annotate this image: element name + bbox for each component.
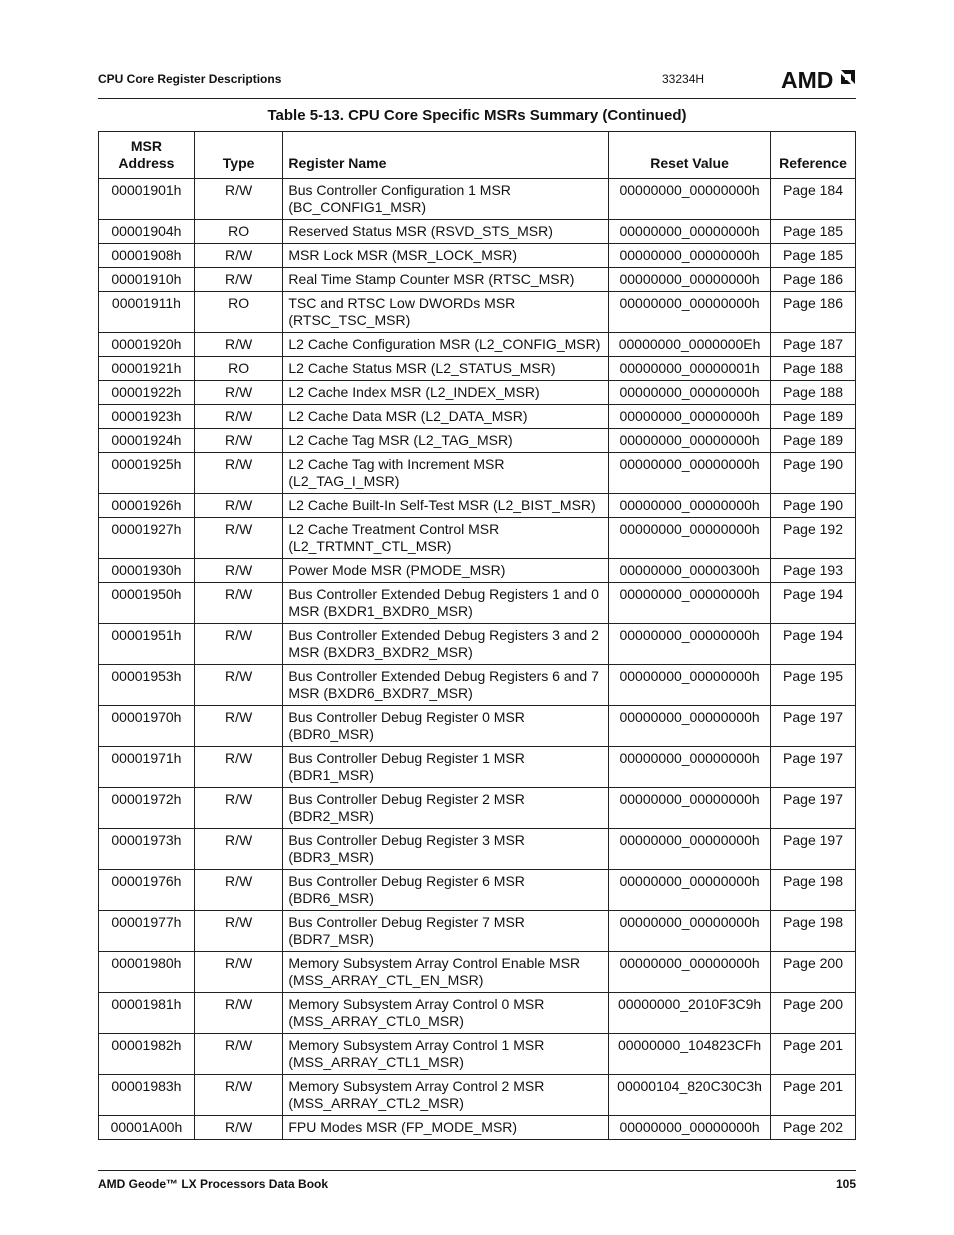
table-row (99, 494, 856, 518)
register-name-cell: Bus Controller Debug Register 0 MSR (BDR0_MSR) (283, 706, 609, 747)
table-row (99, 993, 856, 1034)
register-name-cell: L2 Cache Configuration MSR (L2_CONFIG_MSR) (283, 333, 609, 357)
reference-cell: Page 197 (771, 788, 856, 829)
reference-cell: Page 188 (771, 357, 856, 381)
column-header-reference: Reference (771, 132, 856, 179)
table-row (99, 747, 856, 788)
reset-value-cell: 00000000_00000000h (609, 494, 771, 518)
reset-value-cell: 00000000_00000000h (609, 829, 771, 870)
table-title: Table 5-13. CPU Core Specific MSRs Summary (Continued) (267, 107, 687, 124)
table-row (99, 405, 856, 429)
amd-logo-icon (781, 66, 857, 92)
reset-value-cell: 00000000_104823CFh (609, 1034, 771, 1075)
msr-address-cell: 00001911h (99, 292, 195, 333)
page-number: 105 (835, 1177, 856, 1191)
reset-value-cell: 00000000_00000000h (609, 244, 771, 268)
type-cell: RO (194, 357, 283, 381)
msr-address-cell: 00001922h (99, 381, 195, 405)
register-name-cell: FPU Modes MSR (FP_MODE_MSR) (283, 1116, 609, 1140)
register-name-cell: L2 Cache Tag with Increment MSR (L2_TAG_I_MSR) (283, 453, 609, 494)
table-row (99, 333, 856, 357)
reset-value-cell: 00000000_00000000h (609, 624, 771, 665)
reference-cell: Page 186 (771, 268, 856, 292)
msr-address-cell: 00001971h (99, 747, 195, 788)
table-row (99, 453, 856, 494)
register-name-cell: L2 Cache Tag MSR (L2_TAG_MSR) (283, 429, 609, 453)
reset-value-cell: 00000000_00000001h (609, 357, 771, 381)
register-name-cell: L2 Cache Built-In Self-Test MSR (L2_BIST_MSR) (283, 494, 609, 518)
table-row (99, 220, 856, 244)
column-header-type: Type (194, 132, 283, 179)
reference-cell: Page 197 (771, 706, 856, 747)
type-cell: R/W (194, 583, 283, 624)
msr-address-cell: 00001925h (99, 453, 195, 494)
section-title: CPU Core Register Descriptions (98, 72, 282, 86)
type-cell: R/W (194, 1075, 283, 1116)
reference-cell: Page 198 (771, 870, 856, 911)
table-row (99, 583, 856, 624)
table-row (99, 357, 856, 381)
table-row (99, 179, 856, 220)
reference-cell: Page 188 (771, 381, 856, 405)
page-footer (98, 1170, 856, 1191)
type-cell: R/W (194, 518, 283, 559)
type-cell: R/W (194, 1116, 283, 1140)
reference-cell: Page 190 (771, 494, 856, 518)
msr-address-cell: 00001901h (99, 179, 195, 220)
type-cell: R/W (194, 747, 283, 788)
register-name-cell: Bus Controller Debug Register 2 MSR (BDR2_MSR) (283, 788, 609, 829)
register-name-cell: Bus Controller Debug Register 7 MSR (BDR7_MSR) (283, 911, 609, 952)
table-row (99, 1116, 856, 1140)
table-row (99, 870, 856, 911)
msr-address-cell: 00001908h (99, 244, 195, 268)
type-cell: R/W (194, 244, 283, 268)
msr-address-cell: 00001970h (99, 706, 195, 747)
register-name-cell: Bus Controller Configuration 1 MSR (BC_CONFIG1_MSR) (283, 179, 609, 220)
register-name-cell: Memory Subsystem Array Control 2 MSR (MSS_ARRAY_CTL2_MSR) (283, 1075, 609, 1116)
reset-value-cell: 00000000_00000000h (609, 952, 771, 993)
type-cell: R/W (194, 268, 283, 292)
reset-value-cell: 00000000_00000300h (609, 559, 771, 583)
table-body (99, 179, 856, 1140)
table-row (99, 665, 856, 706)
reset-value-cell: 00000000_00000000h (609, 788, 771, 829)
msr-address-cell: 00001927h (99, 518, 195, 559)
reference-cell: Page 201 (771, 1034, 856, 1075)
reset-value-cell: 00000000_00000000h (609, 1116, 771, 1140)
book-title: AMD Geode™ LX Processors Data Book (98, 1177, 329, 1191)
type-cell: R/W (194, 952, 283, 993)
reference-cell: Page 194 (771, 583, 856, 624)
reset-value-cell: 00000000_00000000h (609, 381, 771, 405)
type-cell: R/W (194, 665, 283, 706)
msr-address-cell: 00001972h (99, 788, 195, 829)
msr-summary-table (98, 131, 856, 1140)
type-cell: R/W (194, 333, 283, 357)
reference-cell: Page 189 (771, 405, 856, 429)
type-cell: R/W (194, 494, 283, 518)
register-name-cell: Reserved Status MSR (RSVD_STS_MSR) (283, 220, 609, 244)
reset-value-cell: 00000000_00000000h (609, 911, 771, 952)
reference-cell: Page 195 (771, 665, 856, 706)
msr-address-cell: 00001983h (99, 1075, 195, 1116)
reference-cell: Page 189 (771, 429, 856, 453)
reset-value-cell: 00000000_00000000h (609, 179, 771, 220)
msr-address-cell: 00001976h (99, 870, 195, 911)
msr-address-cell: 00001910h (99, 268, 195, 292)
type-cell: R/W (194, 429, 283, 453)
register-name-cell: L2 Cache Status MSR (L2_STATUS_MSR) (283, 357, 609, 381)
table-row (99, 292, 856, 333)
svg-text:AMD: AMD (781, 67, 834, 92)
reset-value-cell: 00000000_00000000h (609, 405, 771, 429)
page-header (98, 66, 856, 99)
register-name-cell: Bus Controller Debug Register 1 MSR (BDR1_MSR) (283, 747, 609, 788)
register-name-cell: Memory Subsystem Array Control 1 MSR (MSS_ARRAY_CTL1_MSR) (283, 1034, 609, 1075)
reference-cell: Page 194 (771, 624, 856, 665)
msr-address-cell: 00001981h (99, 993, 195, 1034)
reset-value-cell: 00000000_0000000Eh (609, 333, 771, 357)
register-name-cell: MSR Lock MSR (MSR_LOCK_MSR) (283, 244, 609, 268)
type-cell: R/W (194, 993, 283, 1034)
type-cell: R/W (194, 1034, 283, 1075)
reset-value-cell: 00000104_820C30C3h (609, 1075, 771, 1116)
register-name-cell: Memory Subsystem Array Control Enable MSR (MSS_ARRAY_CTL_EN_MSR) (283, 952, 609, 993)
reference-cell: Page 184 (771, 179, 856, 220)
type-cell: R/W (194, 179, 283, 220)
register-name-cell: Bus Controller Debug Register 6 MSR (BDR6_MSR) (283, 870, 609, 911)
table-row (99, 429, 856, 453)
table-row (99, 518, 856, 559)
reference-cell: Page 192 (771, 518, 856, 559)
msr-address-cell: 00001950h (99, 583, 195, 624)
msr-address-cell: 00001930h (99, 559, 195, 583)
reset-value-cell: 00000000_00000000h (609, 453, 771, 494)
table-row (99, 911, 856, 952)
type-cell: R/W (194, 405, 283, 429)
msr-address-cell: 00001982h (99, 1034, 195, 1075)
column-header-register-name: Register Name (283, 132, 609, 179)
reset-value-cell: 00000000_00000000h (609, 518, 771, 559)
table-row (99, 381, 856, 405)
reset-value-cell: 00000000_00000000h (609, 268, 771, 292)
reset-value-cell: 00000000_00000000h (609, 706, 771, 747)
table-row (99, 1034, 856, 1075)
reset-value-cell: 00000000_00000000h (609, 220, 771, 244)
msr-address-cell: 00001A00h (99, 1116, 195, 1140)
register-name-cell: Bus Controller Extended Debug Registers 3 and 2 MSR (BXDR3_BXDR2_MSR) (283, 624, 609, 665)
reset-value-cell: 00000000_00000000h (609, 747, 771, 788)
reference-cell: Page 197 (771, 829, 856, 870)
reset-value-cell: 00000000_00000000h (609, 292, 771, 333)
msr-address-cell: 00001953h (99, 665, 195, 706)
register-name-cell: Real Time Stamp Counter MSR (RTSC_MSR) (283, 268, 609, 292)
msr-address-cell: 00001926h (99, 494, 195, 518)
reset-value-cell: 00000000_00000000h (609, 583, 771, 624)
table-row (99, 706, 856, 747)
msr-address-cell: 00001921h (99, 357, 195, 381)
msr-address-cell: 00001973h (99, 829, 195, 870)
reference-cell: Page 198 (771, 911, 856, 952)
register-name-cell: L2 Cache Treatment Control MSR (L2_TRTMNT_CTL_MSR) (283, 518, 609, 559)
register-name-cell: TSC and RTSC Low DWORDs MSR (RTSC_TSC_MSR) (283, 292, 609, 333)
document-number: 33234H (662, 72, 705, 86)
column-header-reset-value: Reset Value (609, 132, 771, 179)
msr-address-cell: 00001951h (99, 624, 195, 665)
msr-address-cell: 00001923h (99, 405, 195, 429)
table-row (99, 624, 856, 665)
type-cell: RO (194, 292, 283, 333)
register-name-cell: Bus Controller Extended Debug Registers 6 and 7 MSR (BXDR6_BXDR7_MSR) (283, 665, 609, 706)
type-cell: R/W (194, 911, 283, 952)
register-name-cell: L2 Cache Data MSR (L2_DATA_MSR) (283, 405, 609, 429)
reference-cell: Page 193 (771, 559, 856, 583)
column-header-msr-address: MSR Address (99, 132, 195, 179)
msr-address-cell: 00001980h (99, 952, 195, 993)
reset-value-cell: 00000000_00000000h (609, 870, 771, 911)
table-row (99, 268, 856, 292)
type-cell: R/W (194, 870, 283, 911)
reference-cell: Page 186 (771, 292, 856, 333)
table-row (99, 952, 856, 993)
register-name-cell: Bus Controller Debug Register 3 MSR (BDR3_MSR) (283, 829, 609, 870)
type-cell: R/W (194, 624, 283, 665)
msr-address-cell: 00001924h (99, 429, 195, 453)
type-cell: R/W (194, 559, 283, 583)
msr-address-cell: 00001920h (99, 333, 195, 357)
type-cell: R/W (194, 381, 283, 405)
type-cell: R/W (194, 706, 283, 747)
reset-value-cell: 00000000_00000000h (609, 429, 771, 453)
type-cell: RO (194, 220, 283, 244)
msr-address-cell: 00001977h (99, 911, 195, 952)
register-name-cell: Bus Controller Extended Debug Registers 1 and 0 MSR (BXDR1_BXDR0_MSR) (283, 583, 609, 624)
reference-cell: Page 200 (771, 952, 856, 993)
table-header-row (99, 132, 856, 179)
reset-value-cell: 00000000_00000000h (609, 665, 771, 706)
msr-address-cell: 00001904h (99, 220, 195, 244)
reference-cell: Page 185 (771, 220, 856, 244)
register-name-cell: Power Mode MSR (PMODE_MSR) (283, 559, 609, 583)
reference-cell: Page 187 (771, 333, 856, 357)
table-row (99, 829, 856, 870)
table-row (99, 559, 856, 583)
type-cell: R/W (194, 453, 283, 494)
reference-cell: Page 197 (771, 747, 856, 788)
register-name-cell: L2 Cache Index MSR (L2_INDEX_MSR) (283, 381, 609, 405)
table-row (99, 244, 856, 268)
reference-cell: Page 201 (771, 1075, 856, 1116)
reference-cell: Page 202 (771, 1116, 856, 1140)
register-name-cell: Memory Subsystem Array Control 0 MSR (MSS_ARRAY_CTL0_MSR) (283, 993, 609, 1034)
table-row (99, 1075, 856, 1116)
type-cell: R/W (194, 829, 283, 870)
reset-value-cell: 00000000_2010F3C9h (609, 993, 771, 1034)
table-row (99, 788, 856, 829)
reference-cell: Page 200 (771, 993, 856, 1034)
reference-cell: Page 185 (771, 244, 856, 268)
reference-cell: Page 190 (771, 453, 856, 494)
type-cell: R/W (194, 788, 283, 829)
